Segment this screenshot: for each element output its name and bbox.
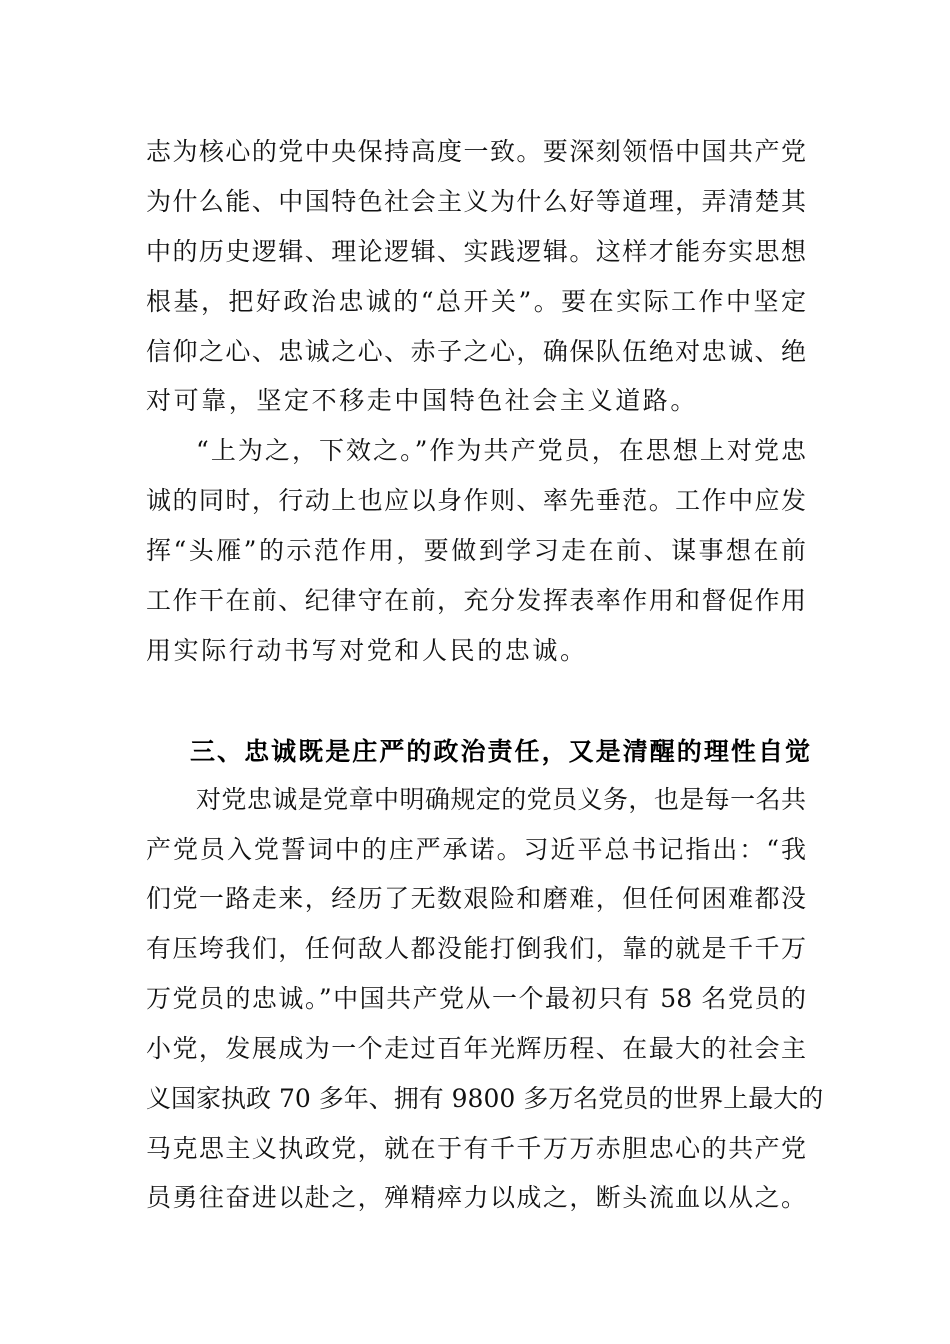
paragraph-3-line: 马克思主义执政党，就在于有千千万万赤胆忠心的共产党 [146,1134,806,1163]
paragraph-1-line: 根基，把好政治忠诚的“总开关”。要在实际工作中坚定 [146,287,806,316]
paragraph-2-line: 诚的同时，行动上也应以身作则、率先垂范。工作中应发 [146,486,806,515]
paragraph-1-line: 中的历史逻辑、理论逻辑、实践逻辑。这样才能夯实思想 [146,237,806,266]
paragraph-3-line: 员勇往奋进以赴之，殚精瘁力以成之，断头流血以从之。 [146,1183,806,1212]
paragraph-2-line: 工作干在前、纪律守在前，充分发挥表率作用和督促作用 [146,586,806,615]
paragraph-1-line: 对可靠，坚定不移走中国特色社会主义道路。 [146,386,699,415]
paragraph-3-line: 小党，发展成为一个走过百年光辉历程、在最大的社会主 [146,1034,806,1063]
paragraph-2-line: 挥“头雁”的示范作用，要做到学习走在前、谋事想在前 [146,536,806,565]
paragraph-3-line: 万党员的忠诚。”中国共产党从一个最初只有 58 名党员的 [146,984,806,1013]
paragraph-2-line: 用实际行动书写对党和人民的忠诚。 [146,636,588,665]
paragraph-2-line: “上为之，下效之。”作为共产党员，在思想上对党忠 [196,436,806,465]
paragraph-3-line: 们党一路走来，经历了无数艰险和磨难，但任何困难都没 [146,884,806,913]
section-heading: 三、忠诚既是庄严的政治责任，又是清醒的理性自觉 [190,737,810,766]
paragraph-1-line: 志为核心的党中央保持高度一致。要深刻领悟中国共产党 [146,137,806,166]
paragraph-1-line: 为什么能、中国特色社会主义为什么好等道理，弄清楚其 [146,187,806,216]
paragraph-3-line: 产党员入党誓词中的庄严承诺。习近平总书记指出：“我 [146,835,806,864]
paragraph-3-line: 对党忠诚是党章中明确规定的党员义务，也是每一名共 [196,785,806,814]
paragraph-3-line: 有压垮我们，任何敌人都没能打倒我们，靠的就是千千万 [146,934,806,963]
paragraph-3-line: 义国家执政 70 多年、拥有 9800 多万名党员的世界上最大的 [146,1084,824,1113]
paragraph-1-line: 信仰之心、忠诚之心、赤子之心，确保队伍绝对忠诚、绝 [146,337,806,366]
